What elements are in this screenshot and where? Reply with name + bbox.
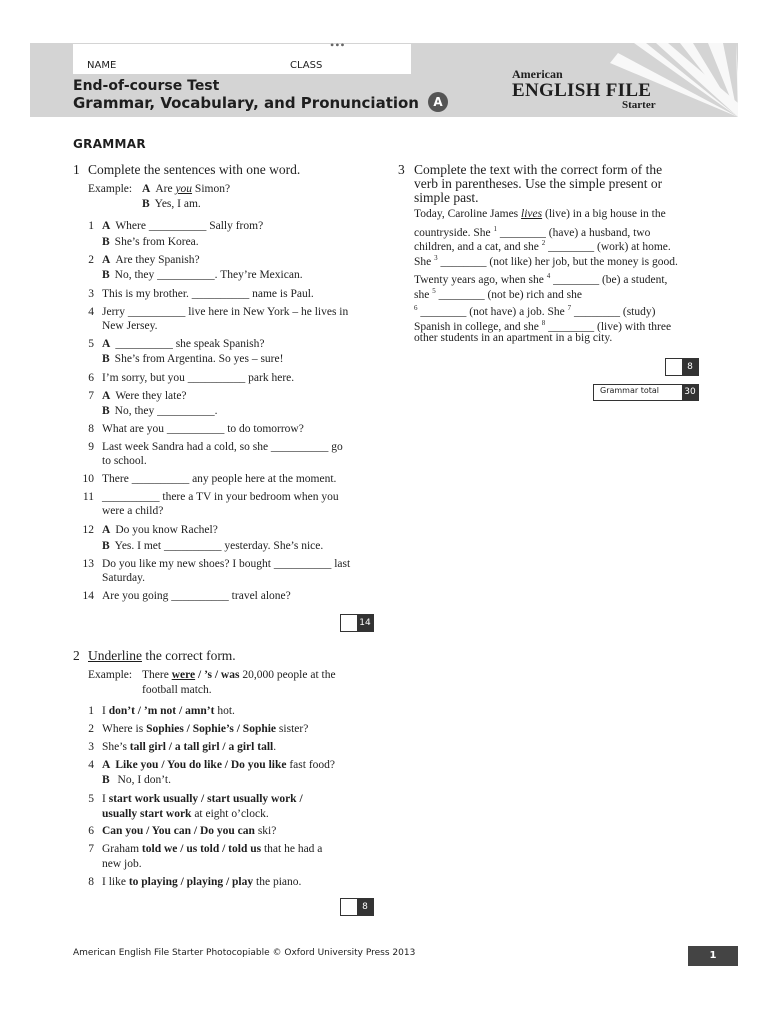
ex2-options[interactable]: don’t / ’m not / amn’t	[108, 705, 215, 717]
ex1-example-b: B Yes, I am.	[142, 198, 201, 210]
ex2-item: A Like you / You do like / Do you like fast food?	[102, 759, 336, 771]
ex2-item-number: 3	[88, 741, 94, 753]
ex2-item: I like to playing / playing / play the piano.	[102, 876, 302, 888]
page-number: 1	[688, 946, 738, 966]
ex1-item: New Jersey.	[102, 320, 158, 332]
ex1-item-number: 9	[88, 441, 94, 453]
ex1-item: B No, they __________.	[102, 405, 218, 417]
ex1-item: There __________ any people here at the moment.	[102, 473, 337, 485]
ex1-item: to school.	[102, 455, 147, 467]
ex3-score-box	[665, 358, 699, 376]
ex3-instruction-1: Complete the text with the correct form of the	[414, 162, 663, 177]
ex2-item: I don’t / ’m not / amn’t hot.	[102, 705, 235, 717]
ex2-example-label: Example:	[88, 669, 133, 681]
ex2-item: B No, I don’t.	[102, 774, 171, 786]
ex2-item: I start work usually / start usually work /	[102, 793, 303, 805]
ex1-item: __________ there a TV in your bedroom when you	[102, 491, 339, 503]
version-badge: A	[428, 92, 448, 112]
ex1-example-answer: you	[175, 183, 193, 195]
ex2-item-number: 2	[88, 723, 94, 735]
ex1-item: What are you __________ to do tomorrow?	[102, 423, 304, 435]
ex2-instruction-rest: the correct form.	[145, 648, 236, 663]
name-label: NAME	[87, 60, 117, 71]
ex2-item-number: 1	[88, 705, 94, 717]
ex2-ex-pre: There	[142, 669, 169, 681]
grammar-total-value: 30	[682, 385, 698, 400]
ex3-line: Today, Caroline James lives (live) in a big house in the	[414, 208, 666, 220]
ex3-line: she $^5$ ________ (not be) rich and she	[414, 287, 582, 301]
ex1-item: B She’s from Korea.	[102, 236, 199, 248]
ex1-item-number: 11	[82, 491, 94, 503]
ex1-item: were a child?	[102, 505, 164, 517]
ex2-item: usually start work at eight o’clock.	[102, 808, 269, 820]
ex1-item-number: 14	[82, 590, 94, 602]
ex1-number: 1	[73, 162, 80, 177]
ex3-score: 8	[682, 359, 698, 375]
ex1-item: I’m sorry, but you __________ park here.	[102, 372, 295, 384]
ex2-ex-options: / ’s / was	[198, 669, 240, 681]
ex2-options[interactable]: to playing / playing / play	[128, 876, 254, 888]
ex1-instruction: Complete the sentences with one word.	[88, 162, 301, 177]
ex2-options[interactable]: Can you / You can / Do you can	[102, 825, 255, 837]
ex2-score: 8	[357, 899, 373, 915]
footer-copyright: American English File Starter Photocopiable © Oxford University Press 2013	[73, 948, 416, 958]
ex1-item: Are you going __________ travel alone?	[102, 590, 291, 602]
ex2-options[interactable]: start work usually / start usually work /	[108, 793, 303, 805]
ex1-item: Saturday.	[102, 572, 146, 584]
ex2-item-number: 5	[88, 793, 94, 805]
ex2-instruction-underline: Underline	[88, 648, 142, 663]
brand-main: ENGLISH FILE	[512, 80, 652, 101]
ex3-line: $^6$ ________ (not have) a job. She $^7$ ________ (study)	[414, 304, 656, 318]
ex2-item: new job.	[102, 858, 142, 870]
ex2-item-number: 7	[88, 843, 94, 855]
ex2-score-box	[340, 898, 374, 916]
ex1-item: A Are they Spanish?	[102, 254, 200, 266]
ex1-item: Last week Sandra had a cold, so she __________ go	[102, 441, 343, 453]
ex1-item: Do you like my new shoes? I bought __________ last	[102, 558, 351, 570]
ex1-example-b-text: Yes, I am.	[154, 198, 201, 210]
ex1-example-label: Example:	[88, 183, 133, 195]
ex1-item-number: 2	[88, 254, 94, 266]
ex1-item-number: 5	[88, 338, 94, 350]
ex1-item-number: 1	[88, 220, 94, 232]
ex2-item: Graham told we / us told / told us that he had a	[102, 843, 323, 855]
ex2-example-line2: football match.	[142, 684, 212, 696]
ex3-line: children, and a cat, and she $^2$ ________ (work) at home.	[414, 239, 671, 253]
test-title: End-of-course Test	[73, 78, 220, 94]
ex3-line: other students in an apartment in a big city.	[414, 332, 613, 344]
ex1-item: B She’s from Argentina. So yes – sure!	[102, 353, 284, 365]
ex2-options[interactable]: tall girl / a tall girl / a girl tall	[129, 741, 274, 753]
ex1-example-a: A Are you Simon?	[142, 183, 231, 195]
ex1-example-a-pre: Are	[155, 183, 173, 195]
ex2-ex-post: 20,000 people at the	[242, 669, 336, 681]
test-subtitle: Grammar, Vocabulary, and Pronunciation	[73, 94, 419, 112]
dots-decoration: •••	[330, 38, 346, 52]
grammar-total-box	[593, 384, 699, 401]
ex2-instruction	[88, 648, 236, 664]
ex2-example-line1	[142, 668, 336, 683]
ex1-score: 14	[357, 615, 373, 631]
brand-bottom: Starter	[622, 99, 656, 111]
ex2-options[interactable]: Like you / You do like / Do you like	[115, 759, 287, 771]
ex2-number: 2	[73, 648, 80, 663]
name-class-strip	[73, 44, 411, 74]
ex2-item-number: 8	[88, 876, 94, 888]
ex1-item-number: 3	[88, 288, 94, 300]
ex1-item-number: 8	[88, 423, 94, 435]
ex1-item-number: 7	[88, 390, 94, 402]
ex3-line: Spanish in college, and she $^8$ ________ (live) with three	[414, 319, 672, 333]
ex1-item-number: 10	[82, 473, 94, 485]
ex1-item-number: 4	[88, 306, 94, 318]
ex2-options[interactable]: Sophies / Sophie’s / Sophie	[146, 723, 277, 735]
section-heading: GRAMMAR	[73, 137, 146, 151]
ex2-options[interactable]: told we / us told / told us	[141, 843, 262, 855]
class-label: CLASS	[290, 60, 323, 71]
ex1-item: A __________ she speak Spanish?	[102, 338, 265, 350]
ex2-item-number: 6	[88, 825, 94, 837]
ex1-item: A Do you know Rachel?	[102, 524, 218, 536]
ex1-item-number: 13	[82, 558, 94, 570]
ex1-score-box	[340, 614, 374, 632]
ex1-item-number: 6	[88, 372, 94, 384]
ex1-example-a-post: Simon?	[194, 183, 231, 195]
ex3-instruction-3: simple past.	[414, 190, 479, 205]
ex3-instruction-2: verb in parentheses. Use the simple present or	[414, 176, 663, 191]
ex3-line: Twenty years ago, when she $^4$ ________ (be) a student,	[414, 272, 668, 286]
ex2-item: Can you / You can / Do you can ski?	[102, 825, 277, 837]
ex3-number: 3	[398, 162, 405, 177]
ex2-ex-answer: were	[171, 669, 196, 681]
brand-top: American	[512, 67, 563, 81]
ex1-item: B No, they __________. They’re Mexican.	[102, 269, 303, 281]
ex1-item: This is my brother. __________ name is Paul.	[102, 288, 314, 300]
ex3-line: countryside. She $^1$ ________ (have) a husband, two	[414, 225, 651, 239]
ex1-item: Jerry __________ live here in New York – he lives in	[102, 306, 349, 318]
ex2-item: Where is Sophies / Sophie’s / Sophie sister?	[102, 723, 309, 735]
ex1-item: A Where __________ Sally from?	[102, 220, 264, 232]
ex2-item: She’s tall girl / a tall girl / a girl tall.	[102, 741, 277, 753]
ex3-line: She $^3$ ________ (not like) her job, but the money is good.	[414, 254, 678, 268]
ex1-item: B Yes. I met __________ yesterday. She’s nice.	[102, 540, 324, 552]
ex2-item-number: 4	[88, 759, 94, 771]
ex1-item: A Were they late?	[102, 390, 187, 402]
ex1-item-number: 12	[82, 524, 94, 536]
ex2-options[interactable]: usually start work	[102, 808, 192, 820]
grammar-total-label: Grammar total	[600, 386, 660, 395]
